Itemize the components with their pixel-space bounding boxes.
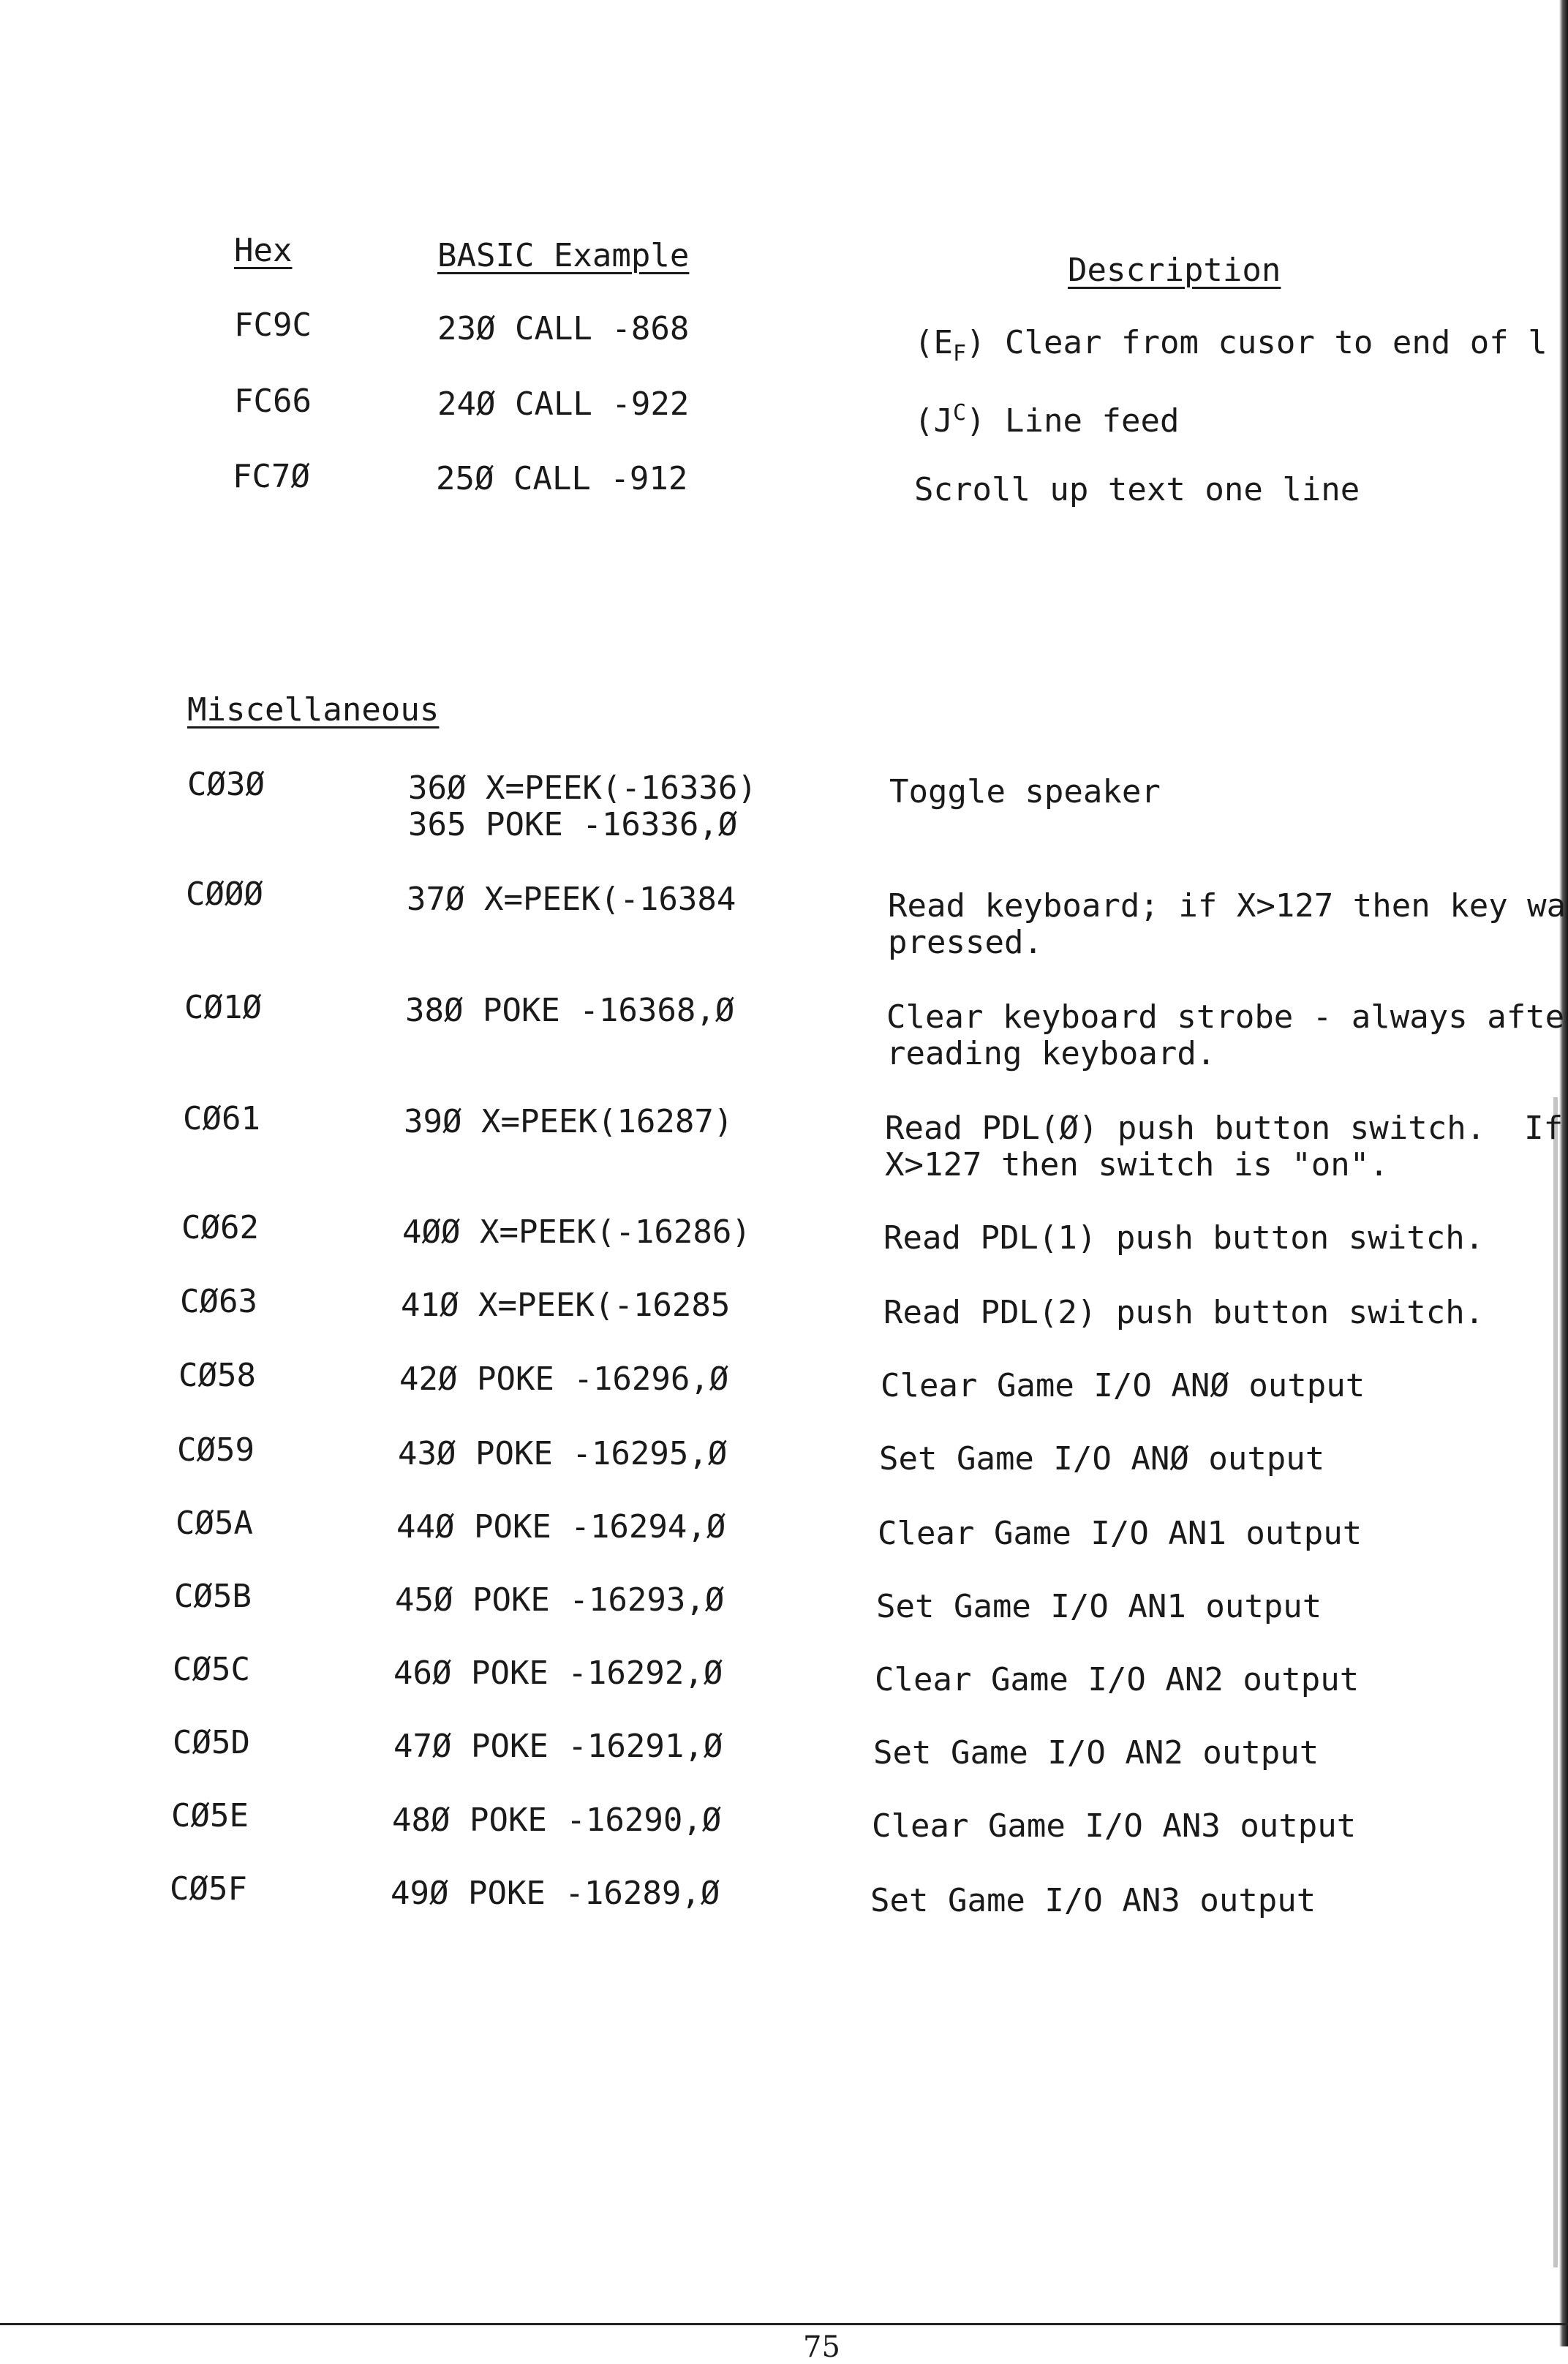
table-row-hex: CØ59 (177, 1431, 255, 1469)
header-hex: Hex (234, 232, 293, 269)
table-row-basic: 45Ø POKE -16293,Ø (395, 1581, 725, 1619)
description-text: ) Clear from cusor to end of l (966, 324, 1548, 361)
subscript-text: F (952, 341, 967, 366)
description-text: ) Line feed (966, 402, 1180, 440)
page-edge-streak (1553, 1097, 1558, 2267)
table-row-hex: CØ63 (180, 1283, 257, 1320)
table-row-basic: 49Ø POKE -16289,Ø (391, 1875, 720, 1912)
table-row-description: Read PDL(2) push button switch. (883, 1294, 1485, 1331)
table-row-description: Set Game I/O AN1 output (876, 1588, 1322, 1625)
table-row-description: Clear Game I/O AN2 output (875, 1661, 1360, 1698)
table-row-hex: FC7Ø (233, 458, 310, 495)
table-row-basic: 39Ø X=PEEK(16287) (404, 1103, 734, 1140)
table-row-basic: 48Ø POKE -16290,Ø (392, 1802, 722, 1839)
table-row-hex: CØ5F (170, 1870, 247, 1908)
table-row-basic: 44Ø POKE -16294,Ø (396, 1508, 726, 1546)
header-basic-example: BASIC Example (437, 237, 690, 274)
table-row-basic: 43Ø POKE -16295,Ø (398, 1435, 728, 1472)
table-row-description: Clear Game I/O ANØ output (881, 1367, 1365, 1404)
table-row-description: Clear keyboard strobe - always afte reading keyboard. (886, 998, 1565, 1072)
table-row-basic: 24Ø CALL -922 (437, 385, 690, 423)
table-row-hex: CØ5B (174, 1578, 252, 1615)
table-row-hex: CØ58 (178, 1357, 256, 1394)
table-row-description: Set Game I/O ANØ output (879, 1440, 1325, 1478)
table-row-basic: 25Ø CALL -912 (436, 460, 688, 497)
table-row-description: Read PDL(1) push button switch. (883, 1219, 1485, 1257)
table-row-basic: 38Ø POKE -16368,Ø (405, 992, 735, 1029)
table-row-hex: CØ5C (173, 1651, 250, 1688)
header-description: Description (1068, 252, 1281, 289)
superscript-text: C (952, 400, 967, 426)
table-row-description: Toggle speaker (889, 773, 1161, 810)
table-row-hex: CØØØ (186, 876, 263, 913)
table-row-basic: 47Ø POKE -16291,Ø (393, 1728, 723, 1765)
table-row-basic: 46Ø POKE -16292,Ø (393, 1655, 723, 1692)
section-heading-miscellaneous: Miscellaneous (187, 691, 440, 729)
table-row-description: Read PDL(Ø) push button switch. If X>127 then switch is "on". (885, 1110, 1564, 1183)
table-row-description (914, 325, 1548, 372)
table-row-hex: CØ5D (173, 1724, 250, 1761)
table-row-basic: 42Ø POKE -16296,Ø (399, 1360, 729, 1398)
table-row-description: Scroll up text one line (914, 471, 1360, 508)
table-row-hex: CØ5E (171, 1797, 249, 1834)
description-text: (E (914, 324, 953, 361)
page-number: 75 (803, 2330, 840, 2364)
description-text: (J (914, 402, 953, 440)
table-row-description: Set Game I/O AN3 output (870, 1882, 1316, 1919)
table-row-hex: FC66 (234, 383, 312, 420)
table-row-hex: FC9C (234, 306, 312, 344)
table-row-description (914, 395, 1179, 440)
table-row-basic: 4ØØ X=PEEK(-16286) (402, 1213, 751, 1251)
table-row-basic: 37Ø X=PEEK(-16384 (407, 881, 736, 918)
table-row-hex: CØ1Ø (184, 989, 262, 1026)
table-row-hex: CØ5A (176, 1505, 253, 1542)
table-row-hex: CØ61 (183, 1100, 260, 1137)
table-row-basic: 23Ø CALL -868 (437, 310, 690, 347)
table-row-description: Read keyboard; if X>127 then key wa pressed. (888, 887, 1567, 961)
table-row-basic: 36Ø X=PEEK(-16336) 365 POKE -16336,Ø (408, 769, 757, 843)
table-row-hex: CØ62 (181, 1209, 259, 1246)
table-row-hex: CØ3Ø (187, 766, 265, 803)
table-row-description: Clear Game I/O AN1 output (878, 1515, 1362, 1552)
table-row-description: Set Game I/O AN2 output (873, 1734, 1319, 1772)
table-row-description: Clear Game I/O AN3 output (872, 1807, 1357, 1845)
footer-rule (0, 2323, 1568, 2325)
table-row-basic: 41Ø X=PEEK(-16285 (401, 1287, 731, 1324)
